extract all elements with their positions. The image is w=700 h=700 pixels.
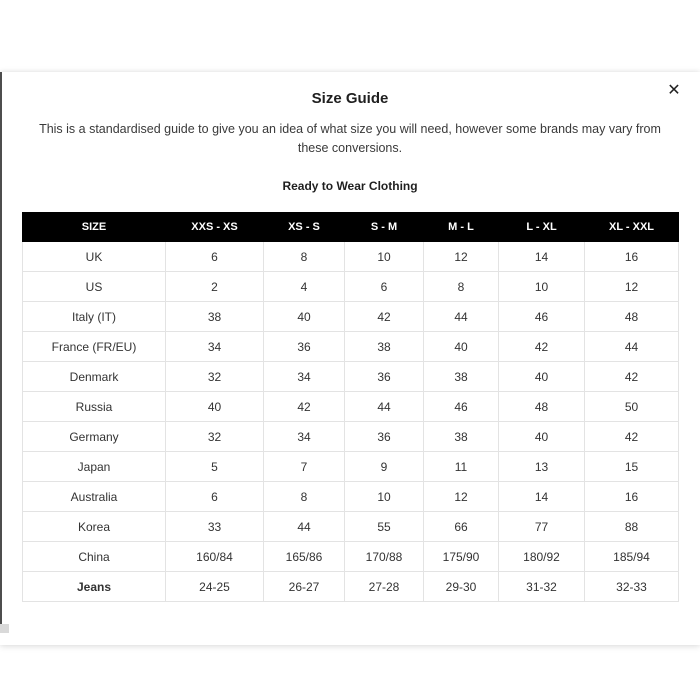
size-value-cell: 40: [499, 362, 585, 392]
size-value-cell: 40: [264, 302, 345, 332]
size-table-body: [23, 242, 679, 602]
table-row-italy-it: [23, 302, 679, 332]
table-row-uk: [23, 242, 679, 272]
size-value-cell: 66: [424, 512, 499, 542]
size-guide-description: This is a standardised guide to give you an idea of what size you will need, however some brands may vary from these conversions.: [39, 122, 661, 155]
size-value-cell: 165/86: [264, 542, 345, 572]
row-label: Russia: [23, 392, 166, 422]
table-row-germany: [23, 422, 679, 452]
size-value-cell: 36: [264, 332, 345, 362]
table-row-russia: [23, 392, 679, 422]
size-value-cell: 38: [424, 362, 499, 392]
column-header-xxs-xs: XXS - XS: [166, 213, 264, 242]
column-header-size: SIZE: [23, 213, 166, 242]
size-value-cell: 42: [585, 422, 679, 452]
size-value-cell: 40: [499, 422, 585, 452]
size-value-cell: 42: [585, 362, 679, 392]
size-value-cell: 170/88: [345, 542, 424, 572]
size-value-cell: 40: [166, 392, 264, 422]
size-value-cell: 33: [166, 512, 264, 542]
row-label: China: [23, 542, 166, 572]
row-label: US: [23, 272, 166, 302]
size-value-cell: 42: [345, 302, 424, 332]
size-value-cell: 42: [264, 392, 345, 422]
size-value-cell: 185/94: [585, 542, 679, 572]
table-row-china: [23, 542, 679, 572]
column-header-l-xl: L - XL: [499, 213, 585, 242]
size-value-cell: 12: [424, 242, 499, 272]
close-icon[interactable]: ✕: [663, 80, 685, 102]
size-value-cell: 55: [345, 512, 424, 542]
size-value-cell: 34: [264, 422, 345, 452]
row-label: Japan: [23, 452, 166, 482]
size-value-cell: 44: [585, 332, 679, 362]
size-value-cell: 6: [345, 272, 424, 302]
table-row-us: [23, 272, 679, 302]
size-value-cell: 160/84: [166, 542, 264, 572]
size-value-cell: 15: [585, 452, 679, 482]
size-value-cell: 29-30: [424, 572, 499, 602]
size-value-cell: 88: [585, 512, 679, 542]
section-title: Ready to Wear Clothing: [282, 179, 418, 193]
size-value-cell: 8: [424, 272, 499, 302]
row-label: France (FR/EU): [23, 332, 166, 362]
column-header-s-m: S - M: [345, 213, 424, 242]
table-row-korea: [23, 512, 679, 542]
size-value-cell: 32: [166, 362, 264, 392]
size-value-cell: 13: [499, 452, 585, 482]
size-value-cell: 6: [166, 242, 264, 272]
size-value-cell: 14: [499, 242, 585, 272]
size-value-cell: 7: [264, 452, 345, 482]
size-value-cell: 14: [499, 482, 585, 512]
size-value-cell: 8: [264, 242, 345, 272]
size-value-cell: 31-32: [499, 572, 585, 602]
table-row-australia: [23, 482, 679, 512]
size-value-cell: 12: [585, 272, 679, 302]
size-value-cell: 42: [499, 332, 585, 362]
size-value-cell: 34: [264, 362, 345, 392]
size-value-cell: 4: [264, 272, 345, 302]
size-value-cell: 46: [424, 392, 499, 422]
size-value-cell: 44: [264, 512, 345, 542]
column-header-xl-xxl: XL - XXL: [585, 213, 679, 242]
size-value-cell: 36: [345, 422, 424, 452]
size-value-cell: 10: [345, 482, 424, 512]
row-label: Italy (IT): [23, 302, 166, 332]
size-guide-modal: [0, 72, 700, 645]
size-value-cell: 36: [345, 362, 424, 392]
size-value-cell: 48: [499, 392, 585, 422]
size-value-cell: 12: [424, 482, 499, 512]
size-value-cell: 26-27: [264, 572, 345, 602]
size-value-cell: 180/92: [499, 542, 585, 572]
size-value-cell: 32: [166, 422, 264, 452]
size-value-cell: 38: [424, 422, 499, 452]
size-value-cell: 44: [424, 302, 499, 332]
size-value-cell: 34: [166, 332, 264, 362]
size-value-cell: 2: [166, 272, 264, 302]
size-conversion-table: [22, 212, 679, 602]
table-row-japan: [23, 452, 679, 482]
size-value-cell: 9: [345, 452, 424, 482]
size-value-cell: 27-28: [345, 572, 424, 602]
size-value-cell: 40: [424, 332, 499, 362]
size-value-cell: 46: [499, 302, 585, 332]
size-value-cell: 44: [345, 392, 424, 422]
row-label: Jeans: [23, 572, 166, 602]
scrollbar-corner: [0, 624, 9, 633]
size-value-cell: 16: [585, 482, 679, 512]
size-value-cell: 8: [264, 482, 345, 512]
column-header-m-l: M - L: [424, 213, 499, 242]
size-value-cell: 10: [345, 242, 424, 272]
row-label: UK: [23, 242, 166, 272]
size-table-header: [23, 213, 679, 242]
size-value-cell: 11: [424, 452, 499, 482]
page-title: Size Guide: [311, 90, 389, 107]
size-value-cell: 38: [166, 302, 264, 332]
page-left-edge: [0, 72, 2, 624]
size-value-cell: 6: [166, 482, 264, 512]
table-header-row: [23, 213, 679, 242]
table-row-jeans: [23, 572, 679, 602]
size-value-cell: 48: [585, 302, 679, 332]
size-value-cell: 50: [585, 392, 679, 422]
size-value-cell: 32-33: [585, 572, 679, 602]
size-value-cell: 175/90: [424, 542, 499, 572]
size-value-cell: 16: [585, 242, 679, 272]
row-label: Denmark: [23, 362, 166, 392]
size-value-cell: 24-25: [166, 572, 264, 602]
row-label: Korea: [23, 512, 166, 542]
row-label: Germany: [23, 422, 166, 452]
row-label: Australia: [23, 482, 166, 512]
column-header-xs-s: XS - S: [264, 213, 345, 242]
table-row-denmark: [23, 362, 679, 392]
table-row-france-fr-eu: [23, 332, 679, 362]
size-value-cell: 77: [499, 512, 585, 542]
size-value-cell: 38: [345, 332, 424, 362]
size-value-cell: 10: [499, 272, 585, 302]
size-value-cell: 5: [166, 452, 264, 482]
